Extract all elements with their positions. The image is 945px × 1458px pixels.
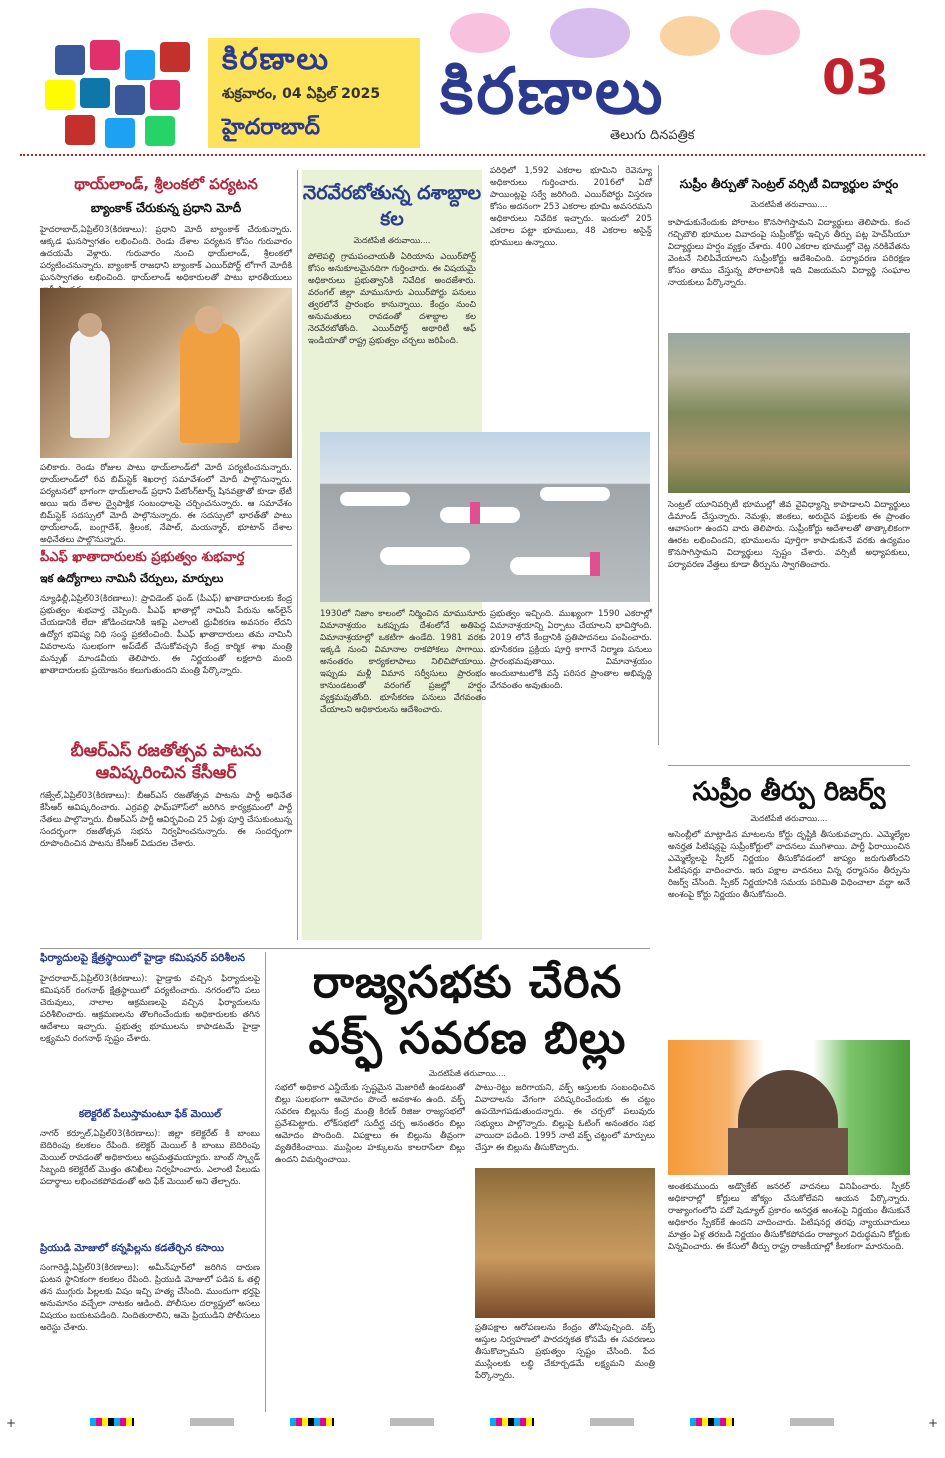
article-body: హైదరాబాద్,ఏప్రిల్03(కిరణాలు): హైడ్రాకు వచ్చిన ఫిర్యాదులపై కమిషనర్ రంగనాథ్ క్షేత్రస్థాయిలో పర్యటించారు. నగరంలోని పలు చెరువులు, నాలాల ఆక్రమణలపై వచ్చిన ఫిర్యాదులను పరిశీలించారు. ఆక్రమణలను తొలగించేందుకు అధికారులకు తగిన ఆదేశాలు ఇచ్చారు. ప్రభుత్వ భూములను కాపాడటమే హైడ్రా లక్ష్యమని రంగనాథ్ స్పష్టం చేశారు. [40,974,260,1044]
brand-logo-large[interactable]: కిరణాలు [440,55,666,129]
masthead [0,0,945,150]
headline: కలెక్టరేట్ పేలుస్తామంటూ ఫేక్ మెయిల్ [78,1109,222,1120]
column-divider [658,165,659,745]
article-airport-body2: 1930లో నిజాం కాలంలో నిర్మించిన మామునూరు విమానాశ్రయం ఒకప్పుడు దేశంలోనే అతిపెద్ద విమానాశ్రయాల్లో ఒకటిగా ఉండేది. 1981 వరకు ఇక్కడి నుంచి విమానాల రాకపోకలు సాగాయి. అనంతరం కార్యకలాపాలు నిలిచిపోయాయి. ఇప్పుడు మళ్లీ విమాన సర్వీసులు ప్రారంభం కానుండటంతో వరంగల్ ప్రజల్లో హర్షం వ్యక్తమవుతోంది. భూసేకరణ పనులు వేగవంతం చేయాలని అధికారులను ఆదేశించారు. [320,609,486,715]
print-registration-bar: + + [6,1416,939,1430]
article-airport-body3: పరిధిలో 1,592 ఎకరాల భూమిని రెవెన్యూ అధికారులు గుర్తించారు. 2016లో ఏదో పాయింట్లపై సర్వే జరిగింది. ఎయిర్‌పోర్టు విస్తరణ కోసం అదనంగా 253 ఎకరాల భూమి అవసరమని అధికారులు నివేదిక ఇచ్చారు. ఇందులో 205 ఎకరాల పట్టా భూములు, 48 ఎకరాల అసైన్డ్ భూములు ఉన్నాయి. [490,166,652,248]
article-waqf[interactable] [275,955,660,1415]
headline: ఫిర్యాదులపై క్షేత్రస్థాయిలో హైడ్రా కమిషనర్ పరిశీలన [40,952,245,964]
article-body: గజ్వేల్,ఏప్రిల్03(కిరణాలు): బీఆర్ఎస్ రజతోత్సవ పాటను పార్టీ అధినేత కేసీఆర్ ఆవిష్కరించారు. ఎర్రవల్లి ఫామ్‌హౌస్‌లో జరిగిన కార్యక్రమంలో పార్టీ నేతలు పాల్గొన్నారు. బీఆర్ఎస్ పార్టీ ఆవిర్భవించి 25 ఏళ్లు పూర్తి చేసుకుంటున్న సందర్భంగా రజతోత్సవ సభను నిర్వహించనున్నారు. ఈ సందర్భంగా రూపొందించిన పాటను కేసీఆర్ విడుదల చేశారు. [40,791,292,849]
edition-city: హైదరాబాద్ [222,115,320,140]
supreme-court-photo [668,1040,910,1175]
divider [40,948,650,949]
airport-planes-photo [320,432,650,602]
subhead: ఇక ఉద్యోగాలు నామినీ చేర్పులు, మార్పులు [40,572,224,585]
article-fake-mail[interactable] [40,1108,260,1238]
article-murder[interactable] [40,1242,260,1412]
article-hydra[interactable] [40,952,260,1102]
byline: మెదటిపేజీ తరువాయి.... [353,236,431,245]
issue-date: శుక్రవారం, 04 ఏప్రిల్ 2025 [222,86,381,102]
divider [668,765,910,766]
masthead-divider [20,154,925,158]
headline: సుప్రీం తీర్పుతో సెంట్రల్ వర్సిటీ విద్యార్థుల హర్షం [679,177,899,191]
article-body-cont: పాటు-రెట్టు జరిగాయని, వక్ఫ్ ఆస్తులకు సంబంధించిన వివాదాలను వేగంగా పరిష్కరించేందుకు ఈ చట్టం ఉపయోగపడుతుందన్నారు. ఈ చర్చలో పలువురు సభ్యులు పాల్గొన్నారు. బిల్లుపై ఓటింగ్ అనంతరం సభ వాయిదా పడింది. 1995 నాటి వక్ఫ్ చట్టంలో మార్పులు చేస్తూ ఈ బిల్లును తీసుకొచ్చారు. [475,1083,655,1153]
headline: రాజ్యసభకు చేరిన వక్ఫ్ సవరణ బిల్లు [308,957,627,1064]
article-airport-body4: ప్రభుత్వం ఇచ్చింది. ముఖ్యంగా 1590 ఎకరాల్లో విమానాశ్రయాన్ని ఏర్పాటు చేయాలని భావిస్తోంది. 2019 లోనే కేంద్రానికి ప్రతిపాదనలు పంపించారు. భూసేకరణ ప్రక్రియ పూర్తి కాగానే నిర్మాణ పనులు ప్రారంభమవుతాయి. విమానాశ్రయం అందుబాటులోకి వస్తే పరిసర ప్రాంతాల అభివృద్ధి వేగవంతం అవుతుంది. [490,609,652,691]
headline: సుప్రీం తీర్పు రిజర్వ్ [692,777,886,807]
article-body: అసెంబ్లీలో మాట్లాడిన మాటలను కోర్టు దృష్టికి తీసుకువచ్చారు. ఎమ్మెల్యేల అనర్హత పిటిషన్లపై సుప్రీంకోర్టులో వాదనలు ముగిశాయి. పార్టీ ఫిరాయించిన ఎమ్మెల్యేలపై స్పీకర్ నిర్ణయం తీసుకోవడంలో జాప్యం జరుగుతోందని పిటిషనర్లు వాదించారు. ఇరు పక్షాల వాదనలు విన్న ధర్మాసనం తీర్పును రిజర్వ్ చేసింది. స్పీకర్ నిర్ణయానికి సమయ పరిమితి విధించాలా వద్దా అనే అంశంపై కోర్టు నిర్ణయం తీసుకోనుంది. [668,830,910,900]
modi-bangkok-photo [40,288,292,458]
headline: నెరవేరబోతున్న దశాబ్దాల కల [302,182,482,230]
article-body-cont2: ప్రతిపక్షాల ఆరోపణలను కేంద్రం తోసిపుచ్చింది. వక్ఫ్ ఆస్తుల నిర్వహణలో పారదర్శకత కోసమే ఈ సవరణలు తీసుకొచ్చామని ప్రభుత్వం స్పష్టం చేసింది. పేద ముస్లింలకు లబ్ధి చేకూర్చడమే లక్ష్యమని మంత్రి పేర్కొన్నారు. [475,1323,655,1381]
byline: మెదటిపేజీ తరువాయి.... [429,1069,506,1078]
article-reserve[interactable] [668,772,910,1417]
social-media-cubes-graphic [45,40,205,150]
page-number: 03 [822,50,889,106]
article-supreme-hcu[interactable] [668,165,910,755]
article-thailand[interactable] [40,175,292,543]
article-body: న్యూఢిల్లీ,ఏప్రిల్03(కిరణాలు): ప్రావిడెంట్ ఫండ్ (పీఎఫ్) ఖాతాదారులకు కేంద్ర ప్రభుత్వం శుభవార్త చెప్పింది. పీఎఫ్ ఖాతాల్లో నామినీ పేరును ఆన్‌లైన్ చేయడానికి లేదా జోడించడానికి ఇకపై ఎలాంటి ధ్రువీకరణ అవసరం లేదని ఉద్యోగ భవిష్య నిధి సంస్థ ప్రకటించింది. పీఎఫ్ ఖాతాదారులు తమ నామినీ వివరాలను సులభంగా అప్‌డేట్ చేసుకోవచ్చని కేంద్ర కార్మిక శాఖ మంత్రి మన్సుఖ్ మాండవీయ తెలిపారు. ఈ నిర్ణయంతో లక్షలాది మంది ఖాతాదారులకు ప్రయోజనం కలుగుతుందని మంత్రి పేర్కొన్నారు. [40,594,292,676]
article-body: పోలెపల్లి గ్రామపంచాయతీ ఏరియాను ఎయిర్‌పోర్ట్ కోసం అనుకూలమైనదిగా గుర్తించారు. ఈ విషయమై అధికారులు ప్రభుత్వానికి నివేదిక అందజేశారు. వరంగల్ జిల్లా మామునూరు ఎయిర్‌పోర్టు పనులు త్వరలోనే ప్రారంభం కానున్నాయి. కేంద్రం నుంచి అనుమతులు రావడంతో దశాబ్దాల కల నెరవేరబోతోంది. ఎయిర్‌పోర్ట్ అథారిటీ ఆఫ్ ఇండియాతో రాష్ట్ర ప్రభుత్వం చర్చలు జరిపింది. [308,252,476,346]
column-divider [297,170,298,940]
tagline: తెలుగు దినపత్రిక [610,128,695,143]
headline: ప్రియుడి మోజులో కన్నపిల్లను కడతేర్చిన కసాయి [40,1243,225,1254]
rajya-sabha-photo [475,1168,655,1318]
brand-logo-small[interactable]: కిరణాలు [222,42,331,77]
subhead: బ్యాంకాక్ చేరుకున్న ప్రధాని మోదీ [90,201,242,215]
article-pf[interactable] [40,550,292,735]
headline: థాయ్‌లాండ్, శ్రీలంకలో పర్యటన [74,175,258,193]
article-body: హైదరాబాద్,ఏప్రిల్03(కిరణాలు): ప్రధాని మోదీ బ్యాంకాక్ చేరుకున్నారు. ఆక్కడ ఘనస్వాగతం లభించింది. రెండు దేశాల పర్యటన కోసం గురువారం ఉదయమే వెళ్లారు. గురువారం నుంచి థాయ్‌లాండ్, శ్రీలంకలో పర్యటించనున్నారు. బ్యాంకాక్ రాజధాని బ్యాంకాక్ ఎయిర్‌పోర్ట్ లోగాగే మోదీకి ఘనస్వాగతం లభించింది. థాయ్‌లాండ్ అధికారులతో పాటు భారతీయులు [40,225,292,283]
hcu-land-aerial-photo [668,333,910,493]
headline: బీఆర్ఎస్ రజతోత్సవ పాటను ఆవిష్కరించిన కేసీఆర్ [70,741,262,783]
article-kcr[interactable] [40,740,292,940]
byline: మెదటిపేజీ తరువాయి.... [750,814,828,823]
column-divider [265,952,266,1412]
article-body: నాగర్ కర్నూల్,ఏప్రిల్03(కిరణాలు): జిల్లా కలెక్టరేట్ కి బాంబు బెదిరింపు కలకలం రేపింది. కలెక్టర్ మెయిల్ కి బాంబు బెదిరింపు మెయిల్ రావడంతో అధికారులు అప్రమత్తమయ్యారు. బాంబ్ స్క్వాడ్ సిబ్బంది కలెక్టరేట్ మొత్తం తనిఖీలు నిర్వహించారు. ఎలాంటి పేలుడు పదార్థాలు లభించకపోవడంతో అది ఫేక్ మెయిల్ అని తేల్చారు. [40,1129,260,1187]
article-body: సంగారెడ్డి,ఏప్రిల్03(కిరణాలు): అమీన్‌పూర్‌లో జరిగిన దారుణ ఘటన స్థానికంగా కలకలం రేపింది. ప్రియుడి మోజులో పడిన ఓ తల్లి తన ముగ్గురు పిల్లలకు విషం ఇచ్చి హత్య చేసింది. ముందుగా భర్తపై అనుమానం వచ్చేలా నాటకం ఆడింది. పోలీసుల దర్యాప్తులో అసలు విషయం బయటపడింది. నిందితురాలిని, ఆమె ప్రియుడిని పోలీసులు అరెస్టు చేశారు. [40,1263,260,1333]
byline: మెదటిపేజీ తరువాయి.... [750,200,828,209]
article-body: కాపాడుకునేందుకు పోరాటం కొనసాగిస్తామని విద్యార్థులు తెలిపారు. కంచ గచ్చిబౌలి భూముల వివాదంపై సుప్రీంకోర్టు ఇచ్చిన తీర్పు పట్ల హెచ్‌సీయూ విద్యార్థులు హర్షం వ్యక్తం చేశారు. 400 ఎకరాల భూముల్లో చెట్ల నరికివేతను వెంటనే నిలిపివేయాలని సుప్రీంకోర్టు ఆదేశించింది. పర్యావరణ పరిరక్షణ కోసం తాము చేస్తున్న పోరాటానికి ఇది విజయమని విద్యార్థి సంఘాల నాయకులు పేర్కొన్నారు. [668,218,910,288]
article-body-cont: సెంట్రల్ యూనివర్సిటీ భూముల్లో జీవ వైవిధ్యాన్ని కాపాడాలని విద్యార్థులు డిమాండ్ చేస్తున్నారు. నెమళ్లు, జింకలు, అరుదైన పక్షులకు ఈ ప్రాంతం ఆవాసంగా ఉందని వారు తెలిపారు. సుప్రీంకోర్టు ఆదేశాలతో తాత్కాలికంగా ఊరట లభించిందని, భూములను పూర్తిగా కాపాడుకునే వరకు ఉద్యమం కొనసాగిస్తామని విద్యార్థులు స్పష్టం చేశారు. వర్సిటీ అధ్యాపకులు, పర్యావరణ వేత్తలు కూడా తీర్పును స్వాగతించారు. [668,500,910,570]
article-body: సభలో అధికార ఎన్డీయేకు స్పష్టమైన మెజారిటీ ఉండటంతో బిల్లు సులభంగా ఆమోదం పొందే అవకాశం ఉంది. వక్ఫ్ సవరణ బిల్లును కేంద్ర మంత్రి కిరణ్ రిజిజు రాజ్యసభలో ప్రవేశపెట్టారు. లోక్‌సభలో సుదీర్ఘ చర్చ అనంతరం బిల్లు ఆమోదం పొందింది. విపక్షాలు ఈ బిల్లును తీవ్రంగా వ్యతిరేకించాయి. ముస్లింల హక్కులను కాలరాసేలా బిల్లు ఉందని విమర్శించాయి. [275,1083,465,1165]
article-body-cont: పలికారు. రెండు రోజుల పాటు థాయ్‌లాండ్‌లో మోదీ పర్యటించనున్నారు. థాయ్‌లాండ్‌లో 6వ బిమ్‌స్టెక్ శిఖరాగ్ర సమావేశంలో మోదీ పాల్గొనున్నారు. పర్యటనలో భాగంగా థాయ్‌లాండ్ ప్రధాని పేటోంగ్‌టార్న్ షినవత్రాతో కూడా భేటీ అయి ఇరు దేశాల ద్వైపాక్షిక సంబంధాలపై చర్చించనున్నారు. ఆ సమావేశం బిమ్‌స్టెక్ సదస్సులో మోదీ పాల్గొనున్నారు. ఈ సదస్సులో భారత్‌తో పాటు థాయ్‌లాండ్, బంగ్లాదేశ్, శ్రీలంక, నేపాల్, మయన్మార్, భూటాన్ దేశాల అధినేతలు పాల్గొనున్నారు. [40,463,292,545]
divider [40,545,292,546]
headline: పీఎఫ్ ఖాతాదారులకు ప్రభుత్వం శుభవార్త [40,550,245,565]
article-body-cont: అంతకుముందు అడ్వొకేట్ జనరల్ వాదనలు వినిపించారు. స్పీకర్ అధికారాల్లో కోర్టులు జోక్యం చేసుకోలేవని ఆయన పేర్కొన్నారు. రాజ్యాంగంలోని పదో షెడ్యూల్ ప్రకారం అనర్హత అంశంపై నిర్ణయం తీసుకునే అధికారం స్పీకర్‌కే ఉందని వాదించారు. పిటిషనర్ల తరఫు న్యాయవాదులు మాత్రం ఏళ్ల తరబడి నిర్ణయం తీసుకోకపోవడం రాజ్యాంగ విరుద్ధమని కోర్టుకు విన్నవించారు. ఈ కేసులో తీర్పు రాష్ట్ర రాజకీయాల్లో కీలకంగా మారనుంది. [668,1182,910,1252]
